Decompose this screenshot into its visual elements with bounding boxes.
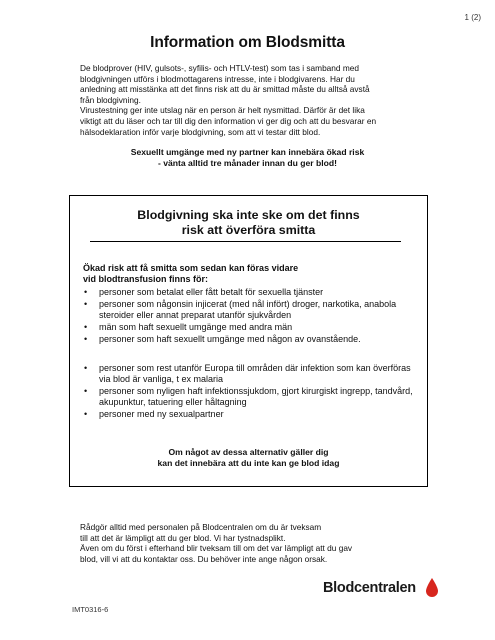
risk-list-primary — [83, 287, 419, 345]
footer-line: till att det är lämpligt att du ger blod. Vi har tystnadsplikt. — [80, 532, 286, 543]
list-item-text: personer som någonsin injicerat (med nål infört) droger, narkotika, anabola steroider eller annat preparat utanför sjukvården — [99, 298, 397, 320]
list-item — [83, 322, 419, 333]
closing-statement — [70, 447, 427, 469]
list-item-text: personer som nyligen haft infektionssjukdom, gjort kirurgiskt ingrepp, tandvård, akupunktur, tatuering eller håltagning — [99, 386, 413, 408]
list-item — [83, 334, 419, 345]
bullet-icon: • — [84, 386, 88, 396]
bullet-icon: • — [84, 409, 88, 419]
list-item-text: personer som rest utanför Europa till områden där infektion som kan överföras via blod är vanliga, t ex malaria — [99, 363, 411, 385]
footer-line: Även om du först i efterhand blir tveksam till om det var lämpligt att du gav — [80, 543, 353, 554]
risk-heading — [83, 263, 413, 285]
list-item-text: personer som betalat eller fått betalt för sexuella tjänster — [99, 287, 324, 297]
list-item-text: personer med ny sexualpartner — [99, 409, 224, 419]
intro-line: från blodgivning. — [80, 94, 141, 105]
bullet-icon: • — [84, 298, 88, 309]
bullet-icon: • — [84, 321, 88, 332]
list-item — [83, 409, 419, 420]
intro-line: De blodprover (HIV, gulsots-, syfilis- och HTLV-test) som tas i samband med — [80, 63, 359, 73]
title-underline — [90, 241, 401, 242]
list-item — [83, 363, 419, 385]
closing-line: kan det innebära att du inte kan ge blod idag — [157, 458, 340, 468]
risk-heading-line: vid blodtransfusion finns för: — [83, 274, 208, 284]
blodcentralen-logo — [323, 580, 443, 602]
page-number: 1 (2) — [464, 13, 481, 22]
blood-drop-icon — [425, 578, 439, 598]
list-item — [83, 299, 419, 321]
intro-line: hälsodeklaration inför varje blodgivning, som att vi testar ditt blod. — [80, 126, 321, 137]
risk-box — [69, 195, 428, 487]
warning-line: - vänta alltid tre månader innan du ger blod! — [157, 158, 338, 168]
bullet-icon: • — [84, 287, 88, 297]
footer-paragraph — [80, 522, 425, 564]
risk-list-secondary — [83, 363, 419, 421]
intro-line: anledning att misstänka att det finns risk att du är smittad måste du alltså avstå — [80, 84, 370, 95]
closing-line: Om något av dessa alternativ gäller dig — [168, 447, 329, 457]
bullet-icon: • — [84, 363, 88, 373]
list-item-text: personer som haft sexuellt umgänge med någon av ovanstående. — [99, 333, 361, 344]
warning-notice — [0, 147, 495, 169]
list-item — [83, 287, 419, 298]
footer-line: blod, vill vi att du kontaktar oss. Du behöver inte ange någon orsak. — [80, 553, 328, 564]
box-title-line: risk att överföra smitta — [181, 223, 316, 237]
intro-line: blodgivningen utförs i blodmottagarens intresse, inte i blodgivarens. Har du — [80, 73, 355, 84]
box-title — [70, 208, 427, 238]
list-item — [83, 386, 419, 408]
intro-paragraph — [80, 63, 420, 137]
document-code: IMT0316-6 — [72, 605, 109, 614]
risk-heading-line: Ökad risk att få smitta som sedan kan föras vidare — [83, 263, 299, 273]
intro-line: Virustestning ger inte utslag när en person är helt nysmittad. Därför är det lika — [80, 105, 365, 116]
bullet-icon: • — [84, 333, 88, 344]
logo-wordmark: Blodcentralen — [323, 580, 416, 596]
box-title-line: Blodgivning ska inte ske om det finns — [137, 208, 360, 222]
list-item-text: män som haft sexuellt umgänge med andra män — [99, 321, 293, 332]
warning-line: Sexuellt umgänge med ny partner kan innebära ökad risk — [130, 147, 365, 157]
footer-line: Rådgör alltid med personalen på Blodcentralen om du är tveksam — [80, 522, 322, 532]
intro-line: viktigt att du läser och tar till dig den information vi ger dig och att du besvarar en — [80, 115, 377, 126]
page-title: Information om Blodsmitta — [150, 34, 345, 51]
